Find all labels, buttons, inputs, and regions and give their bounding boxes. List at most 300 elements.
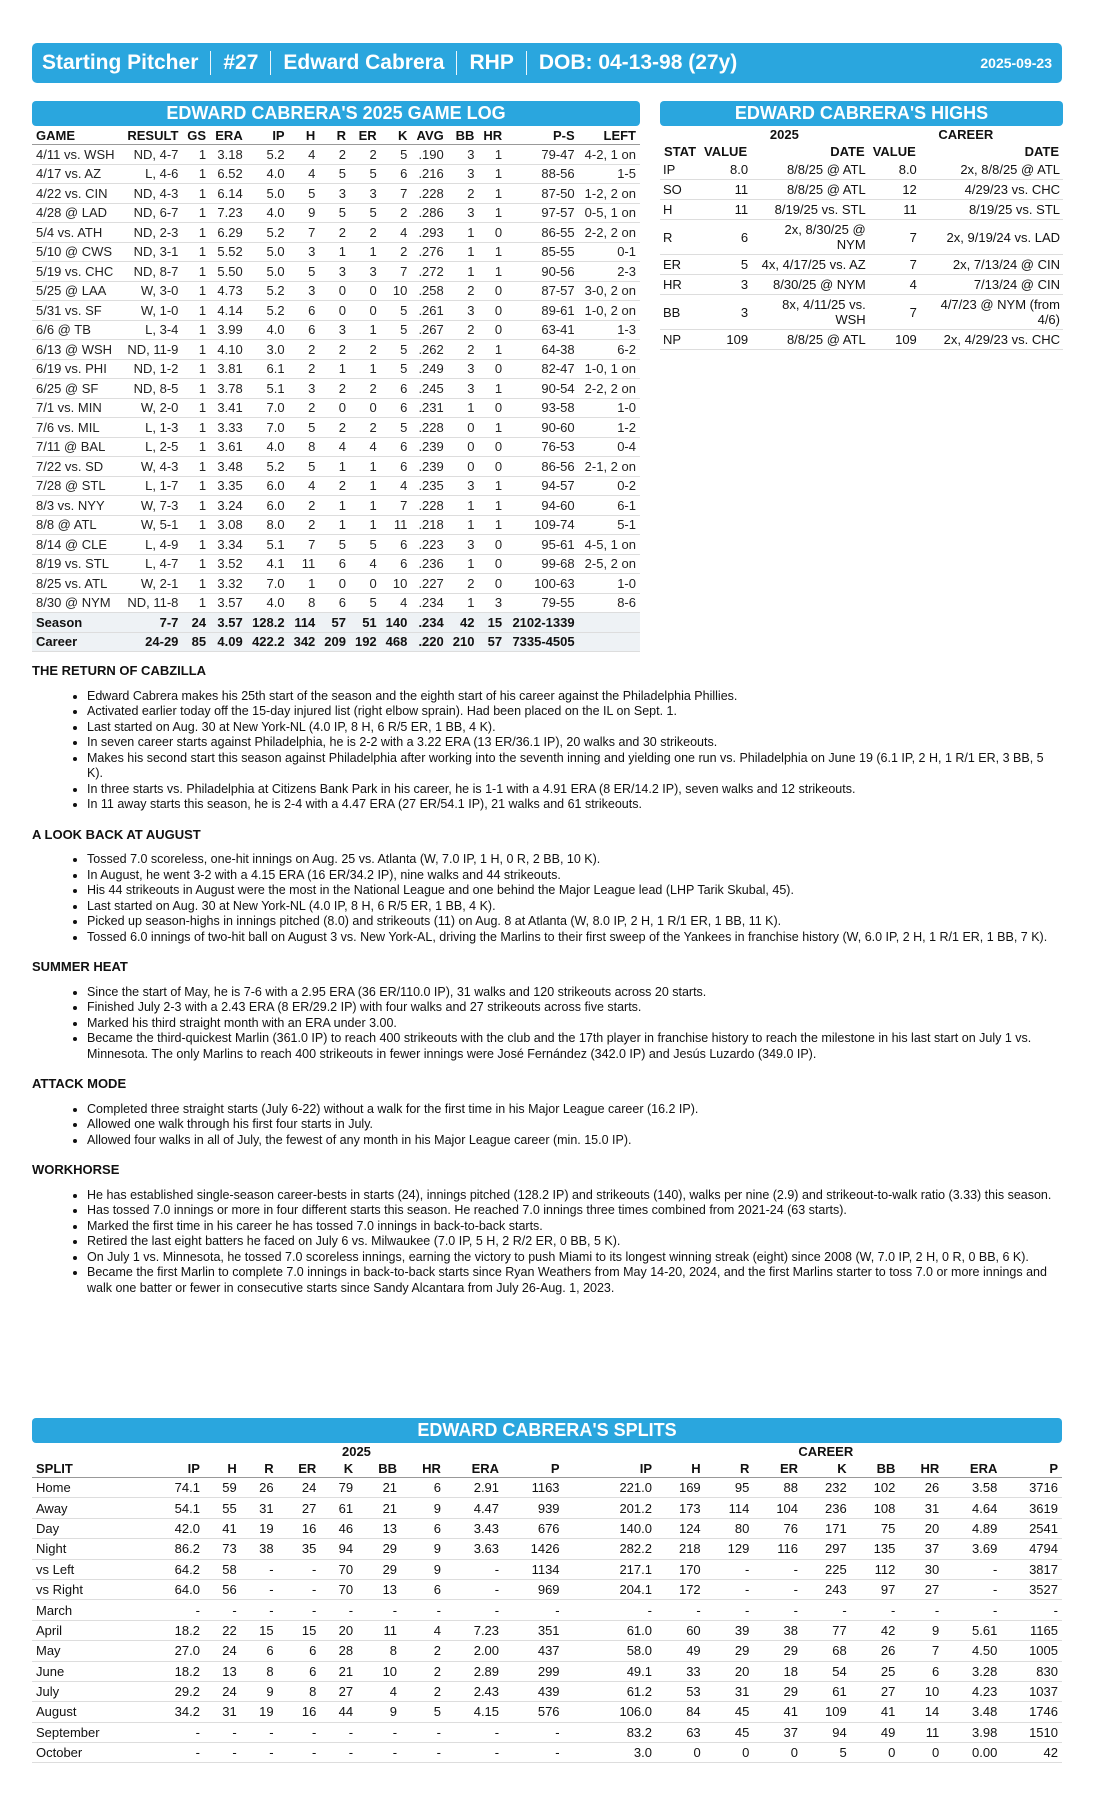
game-log-cell: 87-50 (506, 184, 579, 204)
game-log-table (32, 126, 640, 652)
splits-cell: 31 (204, 1702, 241, 1722)
notes-item: • Marked the first time in his career he has tossed 7.0 innings in back-to-back starts. (87, 1219, 1062, 1235)
game-log-total-cell: 128.2 (247, 613, 289, 633)
game-log-cell: .249 (411, 359, 447, 379)
splits-cell: 4.23 (943, 1681, 1001, 1701)
splits-cell: October (32, 1743, 149, 1763)
game-log-cell: 1 (182, 437, 210, 457)
game-log-cell: 1 (448, 398, 479, 418)
game-log-row (32, 145, 640, 165)
notes-item: • In seven career starts against Philadelphia, he is 2-2 with a 3.22 ERA (13 ER/36.1 IP), 20 walks and 30 strikeouts. (87, 735, 1062, 751)
splits-cell: 1426 (503, 1539, 564, 1559)
game-log-row (32, 164, 640, 184)
splits-cell-gap (564, 1702, 590, 1722)
header-throws: RHP (469, 50, 514, 74)
game-log-cell: 0 (448, 437, 479, 457)
game-log-cell: 0 (319, 398, 350, 418)
notes-list (32, 1188, 1062, 1297)
splits-cell: 18 (753, 1661, 802, 1681)
game-log-cell: 11 (381, 515, 412, 535)
game-log-cell: 2-3 (579, 262, 640, 282)
header-player-name: Edward Cabrera (283, 50, 445, 74)
splits-cell: 49 (656, 1641, 705, 1661)
game-log-total-cell: 57 (319, 613, 350, 633)
notes-item: • In three starts vs. Philadelphia at Citizens Bank Park in his career, he is 1-1 with a 4.91 ERA (8 ER/14.2 IP), seven walks and 12 strikeouts. (87, 782, 1062, 798)
game-log-cell: .227 (411, 574, 447, 594)
splits-cell: 27 (320, 1681, 357, 1701)
splits-cell-gap (564, 1661, 590, 1681)
splits-cell: 97 (851, 1579, 900, 1599)
game-log-col-header: ER (350, 126, 381, 145)
splits-cell: 299 (503, 1661, 564, 1681)
highs-cell: 4x, 4/17/25 vs. AZ (751, 255, 869, 275)
game-log-cell: 0-5, 1 on (579, 203, 640, 223)
game-log-total-cell: 2102-1339 (506, 613, 579, 633)
game-log-cell: 3.34 (210, 535, 247, 555)
splits-cell: 37 (899, 1539, 943, 1559)
highs-col-header: VALUE (872, 144, 916, 159)
splits-cell: 9 (401, 1539, 445, 1559)
splits-cell: 21 (357, 1478, 401, 1498)
game-log-cell: 6-1 (579, 496, 640, 516)
game-log-cell: 2 (350, 418, 381, 438)
splits-cell: 84 (656, 1702, 705, 1722)
game-log-cell: 1 (182, 262, 210, 282)
game-log-cell: 8/8 @ ATL (32, 515, 121, 535)
splits-row (32, 1579, 1062, 1599)
game-log-cell: ND, 8-7 (121, 262, 182, 282)
game-log-cell: 94-57 (506, 476, 579, 496)
game-log-cell: 3.0 (247, 340, 289, 360)
splits-cell: 3716 (1001, 1478, 1062, 1498)
game-log-cell: 1 (478, 164, 506, 184)
game-log-cell: 2 (319, 223, 350, 243)
game-log-cell: .231 (411, 398, 447, 418)
game-log-cell: 1 (182, 476, 210, 496)
splits-cell: 0 (753, 1743, 802, 1763)
game-log-cell: W, 2-1 (121, 574, 182, 594)
splits-cell: 70 (320, 1559, 357, 1579)
game-log-cell: 3.18 (210, 145, 247, 165)
game-log-total-cell: .234 (411, 613, 447, 633)
game-log-total-cell: 422.2 (247, 632, 289, 652)
game-log-cell: 4.1 (247, 554, 289, 574)
notes-item: • Picked up season-highs in innings pitched (8.0) and strikeouts (11) on Aug. 8 at Atlanta (W, 8.0 IP, 2 H, 1 R/1 ER, 1 BB, 11 K). (87, 914, 1062, 930)
splits-cell: 31 (899, 1498, 943, 1518)
game-log-cell: 6.0 (247, 476, 289, 496)
game-log-cell: 90-60 (506, 418, 579, 438)
game-log-row (32, 437, 640, 457)
game-log-cell: 7 (289, 223, 320, 243)
highs-cell: 8x, 4/11/25 vs. WSH (751, 295, 869, 330)
game-log-cell: 5 (381, 340, 412, 360)
game-log-cell: 2 (448, 340, 479, 360)
game-log-cell: 0 (478, 320, 506, 340)
splits-col-header: SPLIT (32, 1460, 149, 1478)
game-log-cell: .245 (411, 379, 447, 399)
highs-cell: 3 (700, 295, 751, 330)
highs-title: EDWARD CABRERA'S HIGHS (660, 101, 1063, 126)
game-log-cell: 8.0 (247, 515, 289, 535)
notes-item: • Became the third-quickest Marlin (361.0 IP) to reach 400 strikeouts with the club and the 17th player in franchise history to reach the milestone in his last start on July 1 vs. Minnesota. The only Marlins to reach 400 strikeouts in fewer innings were José Fernández (342.0 IP) and Jesús Luzardo (349.0 IP). (87, 1031, 1062, 1062)
game-log-cell: 4/11 vs. WSH (32, 145, 121, 165)
notes-heading: SUMMER HEAT (32, 959, 128, 974)
game-log-cell: 4-2, 1 on (579, 145, 640, 165)
highs-group-row (660, 126, 1063, 143)
splits-col-header: HR (899, 1460, 943, 1478)
notes-item: • Became the first Marlin to complete 7.0 innings in back-to-back starts since Ryan Weathers from May 14-20, 2024, and the first Marlins starter to toss 7.0 or more innings and walk one batter or fewer in consecutive starts since Sandy Alcantara from July 26-Aug. 1, 2023. (87, 1265, 1062, 1296)
game-log-cell: 1-2, 2 on (579, 184, 640, 204)
game-log-cell: W, 4-3 (121, 457, 182, 477)
game-log-cell: 5.2 (247, 223, 289, 243)
game-log-cell: 1 (478, 379, 506, 399)
game-log-cell: 2-2, 2 on (579, 379, 640, 399)
game-log-cell: 3 (319, 262, 350, 282)
game-log-row (32, 242, 640, 262)
splits-col-header: IP (590, 1460, 656, 1478)
game-log-cell: 1-0, 1 on (579, 359, 640, 379)
game-log-cell: 5 (289, 457, 320, 477)
game-log-cell: 3 (319, 320, 350, 340)
game-log-cell: 7 (381, 496, 412, 516)
splits-cell: 35 (278, 1539, 321, 1559)
game-log-cell: 3.52 (210, 554, 247, 574)
splits-cell: 27 (851, 1681, 900, 1701)
splits-cell: 56 (204, 1579, 241, 1599)
highs-col-header: VALUE (704, 144, 748, 159)
splits-cell: 19 (241, 1702, 278, 1722)
splits-cell: 2.43 (445, 1681, 503, 1701)
game-log-row (32, 554, 640, 574)
splits-cell: 59 (204, 1478, 241, 1498)
splits-cell: 77 (802, 1620, 851, 1640)
game-log-cell: 1 (182, 554, 210, 574)
splits-cell: - (204, 1722, 241, 1742)
highs-cell: 11 (869, 200, 920, 220)
splits-cell: 6 (241, 1641, 278, 1661)
splits-cell: - (445, 1559, 503, 1579)
game-log-cell: 3.48 (210, 457, 247, 477)
splits-col-header: IP (149, 1460, 204, 1478)
game-log-cell: 5 (319, 203, 350, 223)
game-log-cell: 2 (448, 574, 479, 594)
game-log-cell: 0 (478, 437, 506, 457)
splits-cell: - (851, 1600, 900, 1620)
splits-cell: 79 (320, 1478, 357, 1498)
game-log-cell: 3.08 (210, 515, 247, 535)
splits-cell: - (320, 1743, 357, 1763)
notes-item: • Retired the last eight batters he faced on July 6 vs. Milwaukee (7.0 IP, 5 H, 2 R/2 ER, 0 BB, 5 K). (87, 1234, 1062, 1250)
splits-cell: 42 (851, 1620, 900, 1640)
game-log-total-cell: 7-7 (121, 613, 182, 633)
splits-cell: - (357, 1743, 401, 1763)
game-log-cell: 3 (448, 301, 479, 321)
game-log-cell: 3 (448, 476, 479, 496)
splits-cell: 30 (899, 1559, 943, 1579)
splits-cell: 60 (656, 1620, 705, 1640)
splits-cell: 46 (320, 1518, 357, 1538)
highs-cell: 8.0 (700, 160, 751, 180)
game-log-cell: .286 (411, 203, 447, 223)
game-log-row (32, 223, 640, 243)
notes-list (32, 985, 1062, 1063)
game-log-cell: 86-56 (506, 457, 579, 477)
splits-cell: 217.1 (590, 1559, 656, 1579)
highs-cell: 8/19/25 vs. STL (751, 200, 869, 220)
game-log-cell: 4.0 (247, 203, 289, 223)
game-log-cell: 8/3 vs. NYY (32, 496, 121, 516)
game-log-cell: 3 (448, 164, 479, 184)
game-log-cell: .190 (411, 145, 447, 165)
splits-col-header: R (705, 1460, 754, 1478)
game-log-cell: 8/19 vs. STL (32, 554, 121, 574)
splits-cell: 4.15 (445, 1702, 503, 1722)
splits-cell: 94 (320, 1539, 357, 1559)
splits-cell: 243 (802, 1579, 851, 1599)
game-log-cell: 3 (350, 262, 381, 282)
splits-cell: 61.0 (590, 1620, 656, 1640)
splits-cell: 1037 (1001, 1681, 1062, 1701)
game-log-cell: 0 (478, 535, 506, 555)
splits-cell: 10 (357, 1661, 401, 1681)
game-log-cell: 4.0 (247, 593, 289, 613)
game-log-cell: 5.0 (247, 242, 289, 262)
game-log-cell: 7/22 vs. SD (32, 457, 121, 477)
splits-cell: - (241, 1722, 278, 1742)
splits-cell: 26 (851, 1641, 900, 1661)
game-log-row (32, 301, 640, 321)
notes-heading: ATTACK MODE (32, 1076, 127, 1091)
game-log-cell: 5.2 (247, 301, 289, 321)
splits-cell: 172 (656, 1579, 705, 1599)
splits-cell: 0.00 (943, 1743, 1001, 1763)
game-log-cell: 1 (182, 301, 210, 321)
game-log-cell: 2 (350, 223, 381, 243)
game-log-total-cell: 7335-4505 (506, 632, 579, 652)
game-log-cell: 5.50 (210, 262, 247, 282)
game-log-cell: 6/25 @ SF (32, 379, 121, 399)
splits-cell: 4.50 (943, 1641, 1001, 1661)
splits-row (32, 1702, 1062, 1722)
splits-cell: 75 (851, 1518, 900, 1538)
highs-col-header: STAT (664, 144, 697, 159)
splits-cell: Day (32, 1518, 149, 1538)
splits-cell: 53 (656, 1681, 705, 1701)
splits-cell: 0 (705, 1743, 754, 1763)
splits-cell: 29 (705, 1641, 754, 1661)
game-log-cell: 7 (381, 184, 412, 204)
splits-cell: 55 (204, 1498, 241, 1518)
splits-cell: - (753, 1600, 802, 1620)
header-date: 2025-09-23 (980, 55, 1052, 71)
splits-cell: 297 (802, 1539, 851, 1559)
game-log-title: EDWARD CABRERA'S 2025 GAME LOG (32, 101, 640, 126)
game-log-cell: 7 (381, 262, 412, 282)
splits-cell: 61 (320, 1498, 357, 1518)
game-log-cell: 7/11 @ BAL (32, 437, 121, 457)
splits-cell: - (320, 1722, 357, 1742)
game-log-cell: .239 (411, 457, 447, 477)
splits-cell: 129 (705, 1539, 754, 1559)
game-log-cell: 6 (319, 554, 350, 574)
splits-cell: 9 (401, 1498, 445, 1518)
splits-cell: 7.23 (445, 1620, 503, 1640)
splits-cell: 21 (320, 1661, 357, 1681)
game-log-total-row (32, 613, 640, 633)
game-log-cell: 7.23 (210, 203, 247, 223)
splits-cell: 20 (899, 1518, 943, 1538)
splits-row (32, 1498, 1062, 1518)
game-log-cell: 1 (478, 476, 506, 496)
splits-cell: 1165 (1001, 1620, 1062, 1640)
splits-cell: 26 (899, 1478, 943, 1498)
splits-header-row (32, 1460, 1062, 1478)
splits-cell: 6 (899, 1661, 943, 1681)
game-log-cell: 5 (381, 418, 412, 438)
game-log-cell: 5.1 (247, 379, 289, 399)
game-log-cell: W, 2-0 (121, 398, 182, 418)
game-log-cell: 5.2 (247, 457, 289, 477)
splits-cell: 49.1 (590, 1661, 656, 1681)
splits-col-header: BB (851, 1460, 900, 1478)
game-log-cell: 0 (478, 359, 506, 379)
game-log-cell: 3.32 (210, 574, 247, 594)
game-log-row (32, 535, 640, 555)
notes-list (32, 1102, 1062, 1149)
splits-cell: 18.2 (149, 1620, 204, 1640)
game-log-cell: L, 2-5 (121, 437, 182, 457)
splits-cell: 39 (705, 1620, 754, 1640)
game-log-cell: L, 4-7 (121, 554, 182, 574)
game-log-cell: 1 (182, 145, 210, 165)
game-log-row (32, 574, 640, 594)
game-log-cell: 10 (381, 574, 412, 594)
splits-cell: - (278, 1559, 321, 1579)
splits-cell: - (656, 1600, 705, 1620)
game-log-cell: 2-1, 2 on (579, 457, 640, 477)
game-log-total-cell: 209 (319, 632, 350, 652)
splits-cell: - (503, 1743, 564, 1763)
splits-cell: - (1001, 1600, 1062, 1620)
notes-item: • In August, he went 3-2 with a 4.15 ERA (16 ER/34.2 IP), nine walks and 44 strikeouts. (87, 868, 1062, 884)
splits-cell: 64.0 (149, 1579, 204, 1599)
splits-cell: 1163 (503, 1478, 564, 1498)
game-log-cell: 6/6 @ TB (32, 320, 121, 340)
splits-col-header: ER (753, 1460, 802, 1478)
splits-cell: 13 (204, 1661, 241, 1681)
game-log-cell: 0-1 (579, 242, 640, 262)
game-log-total-cell: .220 (411, 632, 447, 652)
splits-cell-gap (564, 1722, 590, 1742)
game-log-cell: 2 (319, 379, 350, 399)
game-log-cell: 1 (478, 262, 506, 282)
splits-cell: 64.2 (149, 1559, 204, 1579)
splits-cell-gap (564, 1559, 590, 1579)
splits-cell: March (32, 1600, 149, 1620)
splits-cell: 3.58 (943, 1478, 1001, 1498)
header-title (42, 51, 737, 75)
game-log-cell: 1 (182, 379, 210, 399)
game-log-total-cell: 24 (182, 613, 210, 633)
game-log-row (32, 320, 640, 340)
splits-col-header: H (204, 1460, 241, 1478)
splits-cell: - (241, 1559, 278, 1579)
game-log-cell: 1 (448, 554, 479, 574)
splits-cell: 88 (753, 1478, 802, 1498)
game-log-header-row (32, 126, 640, 145)
splits-cell: 25 (851, 1661, 900, 1681)
highs-cell: ER (660, 255, 700, 275)
splits-cell: - (278, 1579, 321, 1599)
game-log-cell: 1-0, 2 on (579, 301, 640, 321)
splits-cell: 109 (802, 1702, 851, 1722)
splits-cell: 15 (241, 1620, 278, 1640)
game-log-cell: 1 (350, 496, 381, 516)
splits-cell: 830 (1001, 1661, 1062, 1681)
game-log-cell: 0 (350, 301, 381, 321)
game-log-cell: 99-68 (506, 554, 579, 574)
splits-title: EDWARD CABRERA'S SPLITS (32, 1418, 1062, 1443)
splits-cell: 0 (851, 1743, 900, 1763)
game-log-row (32, 496, 640, 516)
highs-body (660, 160, 1063, 350)
game-log-cell: 4 (289, 164, 320, 184)
highs-row (660, 160, 1063, 180)
splits-cell: 33 (656, 1661, 705, 1681)
splits-cell: 3.98 (943, 1722, 1001, 1742)
highs-cell: H (660, 200, 700, 220)
game-log-cell: 3.78 (210, 379, 247, 399)
game-log-cell: 5 (319, 164, 350, 184)
notes-heading: THE RETURN OF CABZILLA (32, 663, 207, 678)
game-log-cell: 0-4 (579, 437, 640, 457)
game-log-cell: 6.52 (210, 164, 247, 184)
game-log-cell: 1 (478, 340, 506, 360)
game-log-col-header: RESULT (121, 126, 182, 145)
game-log-cell: 1 (319, 457, 350, 477)
highs-cell: 8.0 (869, 160, 920, 180)
splits-row (32, 1661, 1062, 1681)
splits-cell: 5 (802, 1743, 851, 1763)
splits-cell: 236 (802, 1498, 851, 1518)
splits-cell-gap (564, 1600, 590, 1620)
highs-table (660, 126, 1063, 350)
highs-cell: 8/8/25 @ ATL (751, 330, 869, 350)
game-log-cell: .293 (411, 223, 447, 243)
game-log-total-cell: 85 (182, 632, 210, 652)
splits-cell: 22 (204, 1620, 241, 1640)
highs-cell: 7 (869, 220, 920, 255)
game-log-row (32, 359, 640, 379)
splits-cell: 27.0 (149, 1641, 204, 1661)
splits-cell: 2.00 (445, 1641, 503, 1661)
game-log-cell: 1 (182, 320, 210, 340)
game-log-cell: 5 (381, 359, 412, 379)
notes-heading: A LOOK BACK AT AUGUST (32, 826, 201, 842)
notes-section (32, 663, 1062, 1310)
game-log-col-header: GS (182, 126, 210, 145)
splits-cell-gap (564, 1579, 590, 1599)
game-log-cell: 1 (478, 184, 506, 204)
splits-cell-gap (564, 1518, 590, 1538)
game-log-cell: 0 (448, 418, 479, 438)
splits-cell: 439 (503, 1681, 564, 1701)
splits-cell: 4.47 (445, 1498, 503, 1518)
notes-item: • On July 1 vs. Minnesota, he tossed 7.0 scoreless innings, earning the victory to push Miami to its longest winning streak (eight) since 2008 (W, 7.0 IP, 2 H, 0 R, 0 BB, 6 K). (87, 1250, 1062, 1266)
splits-group-career: CAREER (798, 1444, 854, 1459)
game-log-cell: .228 (411, 184, 447, 204)
game-log-total-cell: 24-29 (121, 632, 182, 652)
